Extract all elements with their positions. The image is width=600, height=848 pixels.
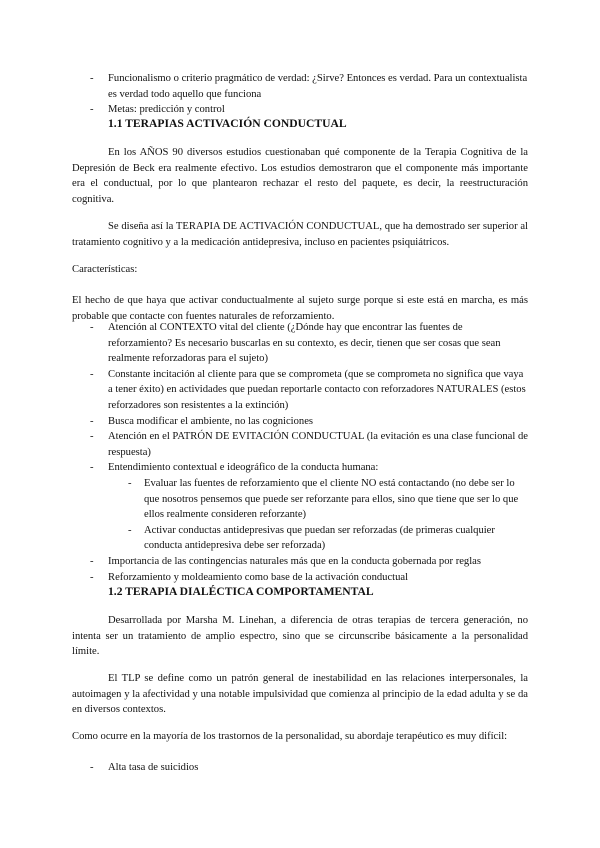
paragraph: Como ocurre en la mayoría de los trastornos de la personalidad, su abordaje terapéutico es muy difícil:: [72, 731, 508, 742]
paragraph-text: Desarrollada por Marsha M. Linehan, a diferencia de otras terapias de tercera generación, no intenta ser un tratamiento de amplio espectro, sino que se circunscribe básicamente a la personalidad límite.: [72, 615, 528, 658]
list-item: - Reforzamiento y moldeamiento como base de la activación conductual: [72, 570, 528, 586]
paragraph: [72, 613, 528, 660]
section-heading-activacion: 1.1 TERAPIAS ACTIVACIÓN CONDUCTUAL: [108, 117, 347, 130]
paragraph: [72, 671, 528, 718]
characteristics-label: Características:: [72, 264, 138, 275]
list-item: - Importancia de las contingencias naturales más que en la conducta gobernada por reglas: [72, 554, 528, 570]
list-item: - Alta tasa de suicidios: [72, 760, 528, 776]
sub-list-item: - Activar conductas antidepresivas que puedan ser reforzadas (de primeras cualquier conducta antidepresiva debe ser reforzada): [108, 523, 528, 554]
paragraph-text: El TLP se define como un patrón general de inestabilidad en las relaciones interpersonales, la autoimagen y la afectividad y una notable impulsividad que comienza al principio de la edad adulta y se da en diversos contextos.: [72, 673, 528, 716]
list-item: - Busca modificar el ambiente, no las cogniciones: [72, 414, 528, 430]
list-item-text: Entendimiento contextual e ideográfico de la conducta humana:: [108, 462, 379, 474]
list-item: - Atención en el PATRÓN DE EVITACIÓN CONDUCTUAL (la evitación es una clase funcional de respuesta): [72, 429, 528, 460]
paragraph-text: Se diseña así la TERAPIA DE ACTIVACIÓN CONDUCTUAL, que ha demostrado ser superior al tratamiento cognitivo y a la medicación antidepresiva, incluso en pacientes psiquiátricos.: [72, 221, 528, 248]
characteristics-bullet-list: [72, 320, 528, 585]
list-item: - Constante incitación al cliente para que se comprometa (que se comprometa no significa que vaya a tener éxito) en actividades que puedan reportarle contacto con reforzadores NATURALES (estos reforzadores son resistentes a la extinción): [72, 367, 528, 414]
list-item: - Metas: predicción y control: [72, 102, 528, 118]
list-item: - Atención al CONTEXTO vital del cliente (¿Dónde hay que encontrar las fuentes de reforzamiento? Es necesario buscarlas en su contexto, es decir, tienen que ser cosas que sean realmente reforzadoras para el sujeto): [72, 320, 528, 367]
sub-list-item: - Evaluar las fuentes de reforzamiento que el cliente NO está contactando (no debe ser lo que nosotros pensemos que puede ser reforzante para ellos, sino que tiene que ser lo que ellos realmente consideren reforzante): [108, 476, 528, 523]
paragraph: [72, 219, 528, 250]
paragraph: El hecho de que haya que activar conductualmente al sujeto surge porque si este está en marcha, es más probable que contacte con fuentes naturales de reforzamiento.: [72, 295, 528, 322]
intro-bullet-list: [72, 71, 528, 118]
section-heading-dialectica: 1.2 TERAPIA DIALÉCTICA COMPORTAMENTAL: [108, 585, 374, 598]
paragraph: [72, 145, 528, 207]
paragraph-text: En los AÑOS 90 diversos estudios cuestionaban qué componente de la Terapia Cognitiva de la Depresión de Beck era realmente efectivo. Los estudios demostraron que el componente más importante era el conductual, por lo que plantearon rechazar el resto del paquete, es decir, la reestructuración cognitiva.: [72, 147, 528, 205]
list-item: [72, 460, 528, 554]
difficulty-bullet-list: [72, 760, 528, 776]
sub-bullet-list: [108, 476, 528, 554]
list-item: - Funcionalismo o criterio pragmático de verdad: ¿Sirve? Entonces es verdad. Para un contextualista es verdad todo aquello que funciona: [72, 71, 528, 102]
